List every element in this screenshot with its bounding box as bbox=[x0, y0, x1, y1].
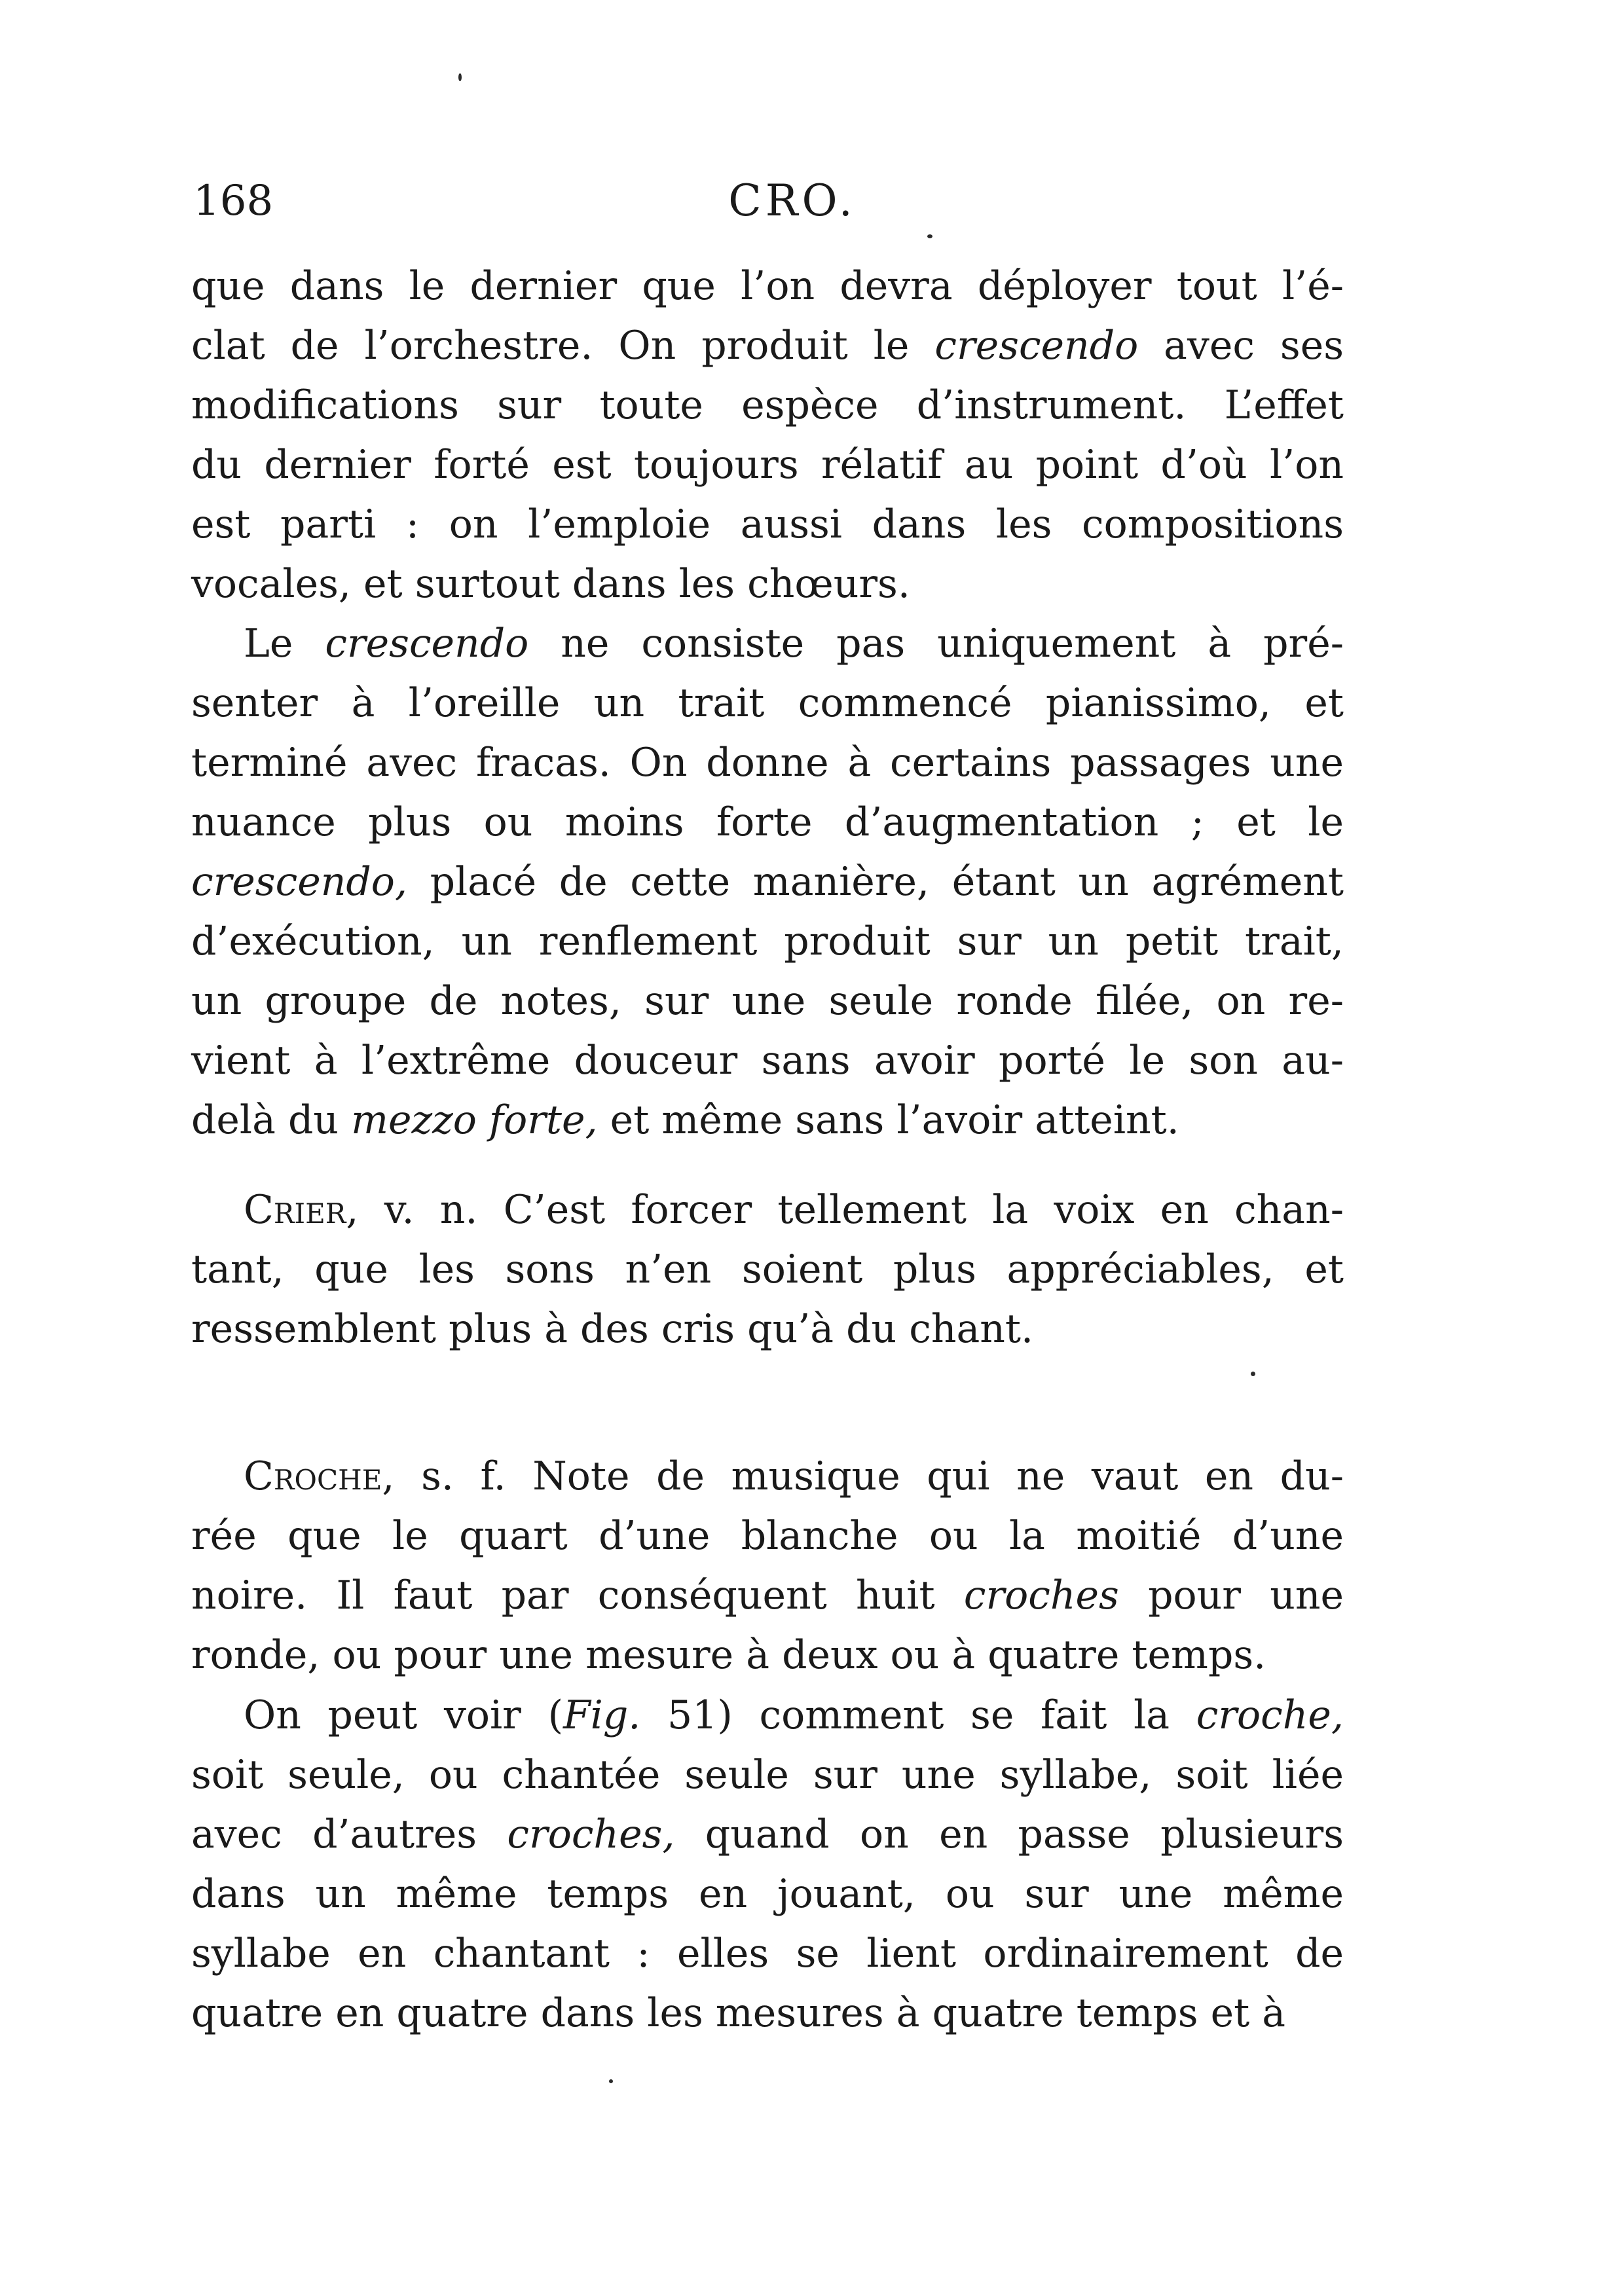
text-line: un groupe de notes, sur une seule ronde filée, on re- bbox=[191, 978, 1344, 1024]
italic-term: mezzo forte, bbox=[351, 1097, 598, 1143]
paragraph-croche-figure bbox=[191, 1686, 1344, 2043]
text-line: syllabe en chantant : elles se lient ordinairement de bbox=[191, 1931, 1344, 1977]
text-line: dans un même temps en jouant, ou sur une même bbox=[191, 1871, 1344, 1917]
text-line: Croche, s. f. Note de musique qui ne vaut en du- bbox=[244, 1453, 1344, 1499]
paragraph-crescendo-continued bbox=[191, 257, 1344, 614]
text-line: est parti : on l’emploie aussi dans les compositions bbox=[191, 501, 1344, 547]
ink-speck bbox=[458, 73, 462, 81]
text-line: vient à l’extrême douceur sans avoir porté le son au- bbox=[191, 1038, 1344, 1084]
text-line: Crier, v. n. C’est forcer tellement la voix en chan- bbox=[244, 1187, 1344, 1233]
entry-crier bbox=[191, 1180, 1344, 1359]
entry-croche bbox=[191, 1447, 1344, 1685]
text-line: d’exécution, un renflement produit sur un petit trait, bbox=[191, 919, 1344, 964]
text-line: avec d’autres croches, quand on en passe plusieurs bbox=[191, 1812, 1344, 1857]
paragraph-crescendo-nuance bbox=[191, 614, 1344, 1150]
text-line: vocales, et surtout dans les chœurs. bbox=[191, 561, 910, 607]
text-line: modifications sur toute espèce d’instrument. L’effet bbox=[191, 382, 1344, 428]
text-line: quatre en quatre dans les mesures à quatre temps et à bbox=[191, 1990, 1286, 2036]
text-line: terminé avec fracas. On donne à certains passages une bbox=[191, 740, 1344, 786]
text-line: senter à l’oreille un trait commencé pianissimo, et bbox=[191, 680, 1344, 726]
page-header bbox=[193, 172, 1352, 230]
italic-term: croches bbox=[963, 1573, 1119, 1618]
ink-speck bbox=[1251, 1372, 1255, 1376]
ink-speck bbox=[609, 2079, 613, 2083]
italic-term: crescendo bbox=[325, 621, 529, 666]
text-line: delà du mezzo forte, et même sans l’avoir atteint. bbox=[191, 1097, 1179, 1143]
italic-term: crescendo bbox=[934, 323, 1139, 369]
text-line: rée que le quart d’une blanche ou la moitié d’une bbox=[191, 1513, 1344, 1559]
text-line: crescendo, placé de cette manière, étant un agrément bbox=[191, 859, 1344, 905]
text-line: clat de l’orchestre. On produit le crescendo avec ses bbox=[191, 323, 1344, 369]
running-head: CRO. bbox=[728, 175, 857, 226]
text-line: soit seule, ou chantée seule sur une syllabe, soit liée bbox=[191, 1752, 1344, 1798]
text-line: nuance plus ou moins forte d’augmentation ; et le bbox=[191, 799, 1344, 845]
italic-term: croche, bbox=[1196, 1692, 1344, 1738]
text-line: que dans le dernier que l’on devra déployer tout l’é- bbox=[191, 263, 1344, 309]
text-line: ronde, ou pour une mesure à deux ou à quatre temps. bbox=[191, 1632, 1266, 1678]
page-number: 168 bbox=[193, 177, 274, 225]
entry-headword: Crier bbox=[244, 1187, 346, 1233]
text-line: ressemblent plus à des cris qu’à du chant. bbox=[191, 1306, 1034, 1352]
text-line: du dernier forté est toujours rélatif au point d’où l’on bbox=[191, 442, 1344, 488]
text-line: Le crescendo ne consiste pas uniquement à pré- bbox=[244, 621, 1344, 666]
text-line: On peut voir (Fig. 51) comment se fait la croche, bbox=[244, 1692, 1344, 1738]
ink-speck bbox=[927, 234, 932, 238]
italic-term: crescendo, bbox=[191, 859, 407, 905]
italic-term: croches, bbox=[507, 1812, 675, 1857]
text-line: noire. Il faut par conséquent huit croches pour une bbox=[191, 1573, 1344, 1618]
entry-headword: Croche bbox=[244, 1453, 382, 1499]
italic-term: Fig. bbox=[563, 1692, 641, 1738]
text-line: tant, que les sons n’en soient plus appréciables, et bbox=[191, 1247, 1344, 1292]
